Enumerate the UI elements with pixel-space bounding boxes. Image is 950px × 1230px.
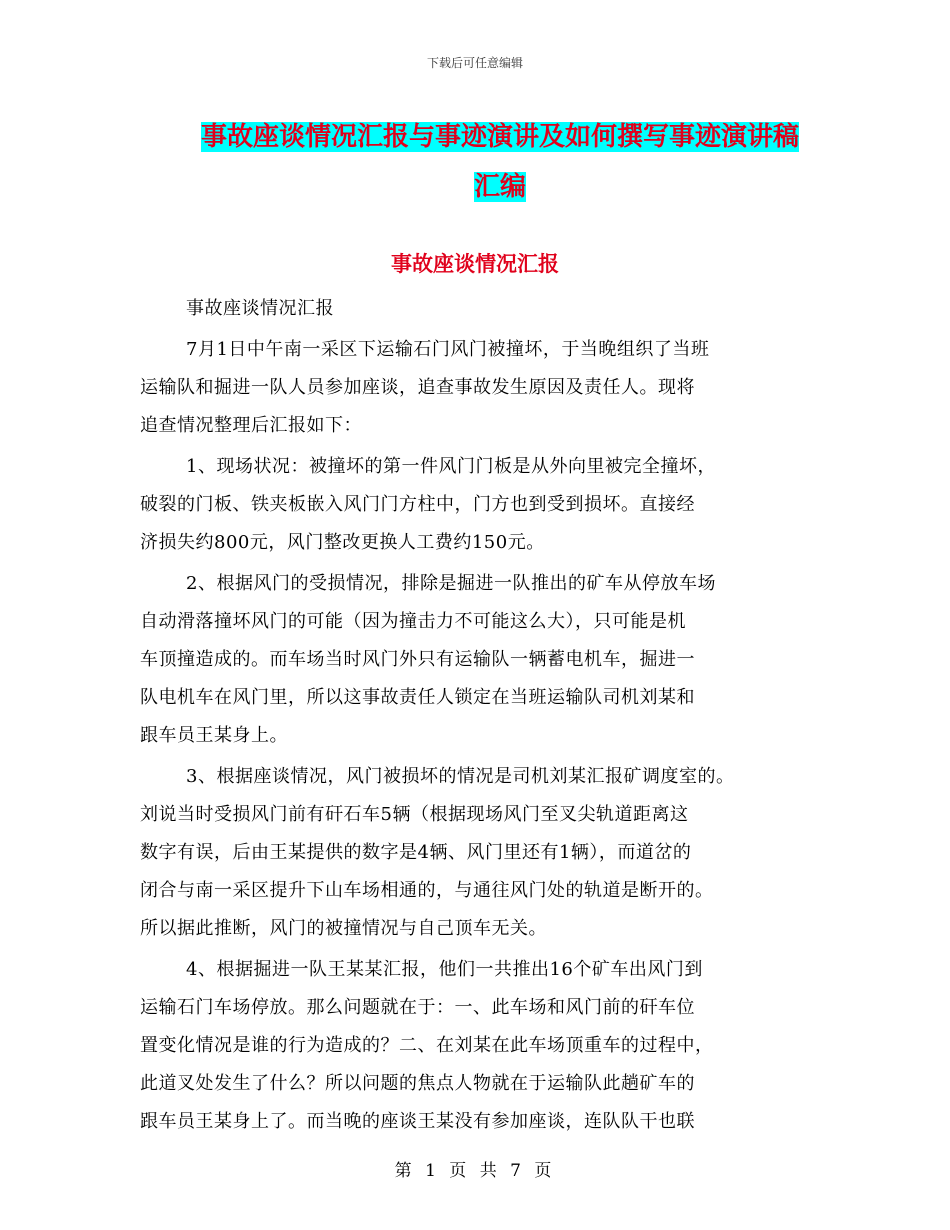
header-note: 下载后可任意编辑 <box>426 56 523 70</box>
paragraph-line: 所以据此推断，风门的被撞情况与自己顶车无关。 <box>140 918 547 939</box>
paragraph-line: 跟车员王某身上了。而当晚的座谈王某没有参加座谈，连队队干也联 <box>140 1111 695 1132</box>
paragraph-line: 闭合与南一采区提升下山车场相通的，与通往风门处的轨道是断开的。 <box>140 880 714 901</box>
paragraph-line: 数字有误，后由王某提供的数字是4辆、风门里还有1辆），而道岔的 <box>140 842 692 863</box>
paragraph-line: 自动滑落撞坏风门的可能（因为撞击力不可能这么大），只可能是机 <box>140 611 686 632</box>
paragraph-line: 1、现场状况：被撞坏的第一件风门门板是从外向里被完全撞坏， <box>186 456 716 477</box>
paragraph-line: 此道叉处发生了什么？所以问题的焦点人物就在于运输队此趟矿车的 <box>140 1073 695 1094</box>
paragraph-line: 置变化情况是谁的行为造成的？二、在刘某在此车场顶重车的过程中， <box>140 1035 714 1056</box>
body-text <box>140 290 820 1141</box>
paragraph-line: 3、根据座谈情况，风门被损坏的情况是司机刘某汇报矿调度室的。 <box>186 766 735 787</box>
paragraph-line: 运输石门车场停放。那么问题就在于：一、此车场和风门前的矸车位 <box>140 997 695 1018</box>
paragraph-line: 运输队和掘进一队人员参加座谈，追查事故发生原因及责任人。现将 <box>140 377 695 398</box>
document-title-line-1: 事故座谈情况汇报与事迹演讲及如何撰写事迹演讲稿 <box>200 122 799 152</box>
paragraph <box>140 448 820 562</box>
paragraph-line: 7月1日中午南一采区下运输石门风门被撞坏，于当晚组织了当班 <box>186 339 710 360</box>
document-title-line-2: 汇编 <box>473 172 526 202</box>
paragraph-line: 追查情况整理后汇报如下： <box>140 415 362 436</box>
paragraph-line: 刘说当时受损风门前有矸石车5辆（根据现场风门至叉尖轨道距离这 <box>140 804 689 825</box>
paragraph <box>140 951 820 1141</box>
paragraph <box>140 758 820 948</box>
paragraph <box>140 331 820 445</box>
paragraph-line: 事故座谈情况汇报 <box>186 298 334 319</box>
paragraph <box>140 290 820 328</box>
paragraph-line: 济损失约800元，风门整改更换人工费约150元。 <box>140 532 545 553</box>
paragraph-line: 2、根据风门的受损情况，排除是掘进一队推出的矿车从停放车场 <box>186 573 716 594</box>
section-title: 事故座谈情况汇报 <box>391 252 559 276</box>
document-title <box>130 112 870 212</box>
paragraph-line: 队电机车在风门里，所以这事故责任人锁定在当班运输队司机刘某和 <box>140 687 695 708</box>
paragraph-line: 破裂的门板、铁夹板嵌入风门门方柱中，门方也到受到损坏。直接经 <box>140 494 695 515</box>
page-footer: 第 1 页 共 7 页 <box>394 1161 556 1181</box>
paragraph-line: 车顶撞造成的。而车场当时风门外只有运输队一辆蓄电机车，掘进一 <box>140 649 695 670</box>
paragraph <box>140 565 820 755</box>
paragraph-line: 4、根据掘进一队王某某汇报，他们一共推出16个矿车出风门到 <box>186 959 703 980</box>
paragraph-line: 跟车员王某身上。 <box>140 725 288 746</box>
